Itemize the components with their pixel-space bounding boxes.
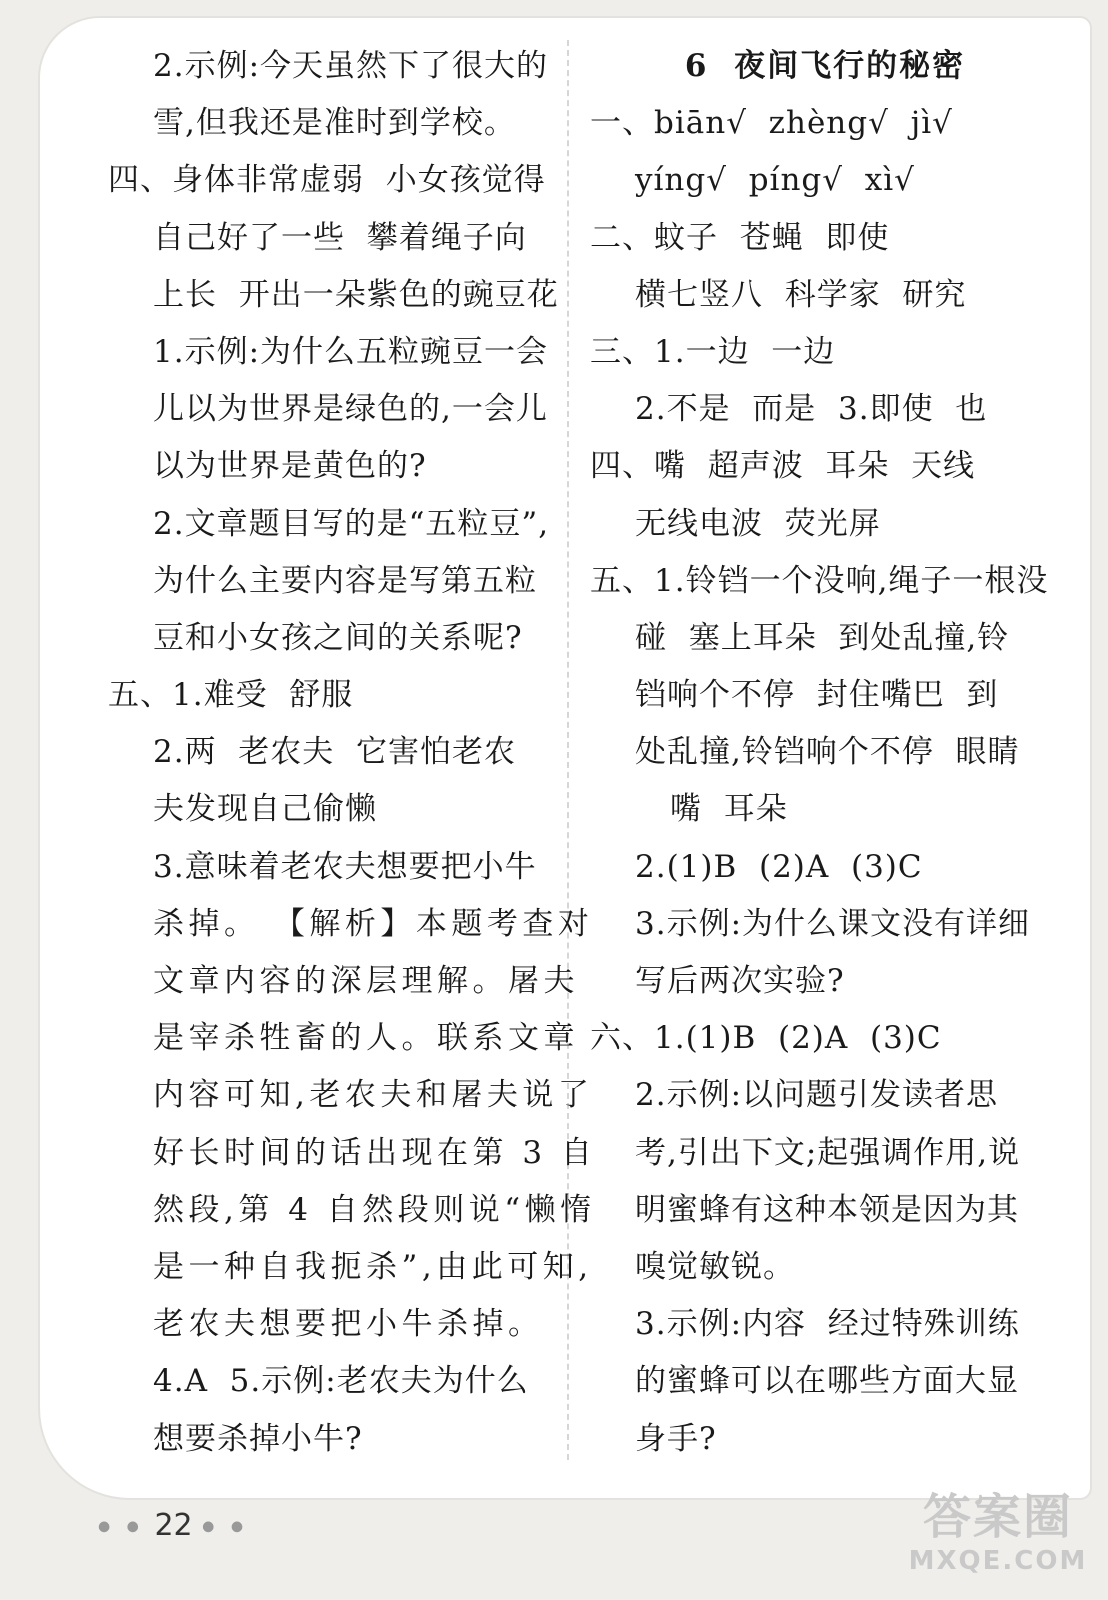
answer-line: 一、biān√ zhèng√ jì√: [590, 105, 953, 142]
page-dots-decoration: ● ●: [98, 1518, 145, 1535]
answer-line: 3.意味着老农夫想要把小牛: [153, 848, 537, 885]
answer-line: 五、1.难受 舒服: [108, 677, 354, 714]
page-dots-decoration-right: ● ●: [202, 1518, 250, 1535]
answer-line: 好长时间的话出现在第 3 自: [153, 1134, 597, 1171]
answer-line: 二、蚊子 苍蝇 即使: [590, 219, 890, 256]
answer-line: 为什么主要内容是写第五粒: [153, 562, 537, 599]
answer-line: 文章内容的深层理解。屠夫: [153, 963, 579, 999]
answer-line: yíng√ píng√ xì√: [635, 162, 915, 199]
answer-line: 碰 塞上耳朵 到处乱撞,铃: [635, 619, 1010, 656]
answer-line: 的蜜蜂可以在哪些方面大显: [635, 1363, 1019, 1400]
answer-line: 杀掉。 【解析】本题考查对: [153, 905, 594, 942]
answer-line: 老农夫想要把小牛杀掉。: [153, 1306, 544, 1343]
watermark: [898, 1488, 1098, 1588]
right-answer-column: [590, 38, 1060, 1468]
answer-line: 身手?: [635, 1420, 717, 1457]
answer-line: 自己好了一些 攀着绳子向: [153, 219, 527, 256]
answer-line: 2.示例:以问题引发读者思: [635, 1077, 999, 1114]
answer-line: 考,引出下文;起强调作用,说: [635, 1134, 1021, 1171]
answer-line: 2.不是 而是 3.即使 也: [635, 391, 988, 428]
answer-line: 三、1.一边 一边: [590, 333, 836, 370]
answer-line: 嘴 耳朵: [670, 791, 788, 828]
answer-line: 处乱撞,铃铛响个不停 眼睛: [635, 734, 1020, 771]
answer-line: 夫发现自己偷懒: [153, 791, 377, 828]
answer-line: 然段,第 4 自然段则说“懒惰: [153, 1191, 596, 1228]
answer-line: 豆和小女孩之间的关系呢?: [153, 619, 523, 656]
answer-line: 内容可知,老农夫和屠夫说了: [153, 1077, 594, 1114]
lesson-title: 6 夜间飞行的秘密: [684, 48, 966, 84]
answer-line: 无线电波 荧光屏: [635, 505, 881, 542]
answer-line: 四、身体非常虚弱 小女孩觉得: [108, 162, 546, 199]
answer-line: 四、嘴 超声波 耳朵 天线: [590, 448, 976, 485]
answer-line: 铛响个不停 封住嘴巴 到: [635, 677, 999, 714]
answer-line: 3.示例:内容 经过特殊训练: [635, 1306, 1020, 1343]
answer-line: 明蜜蜂有这种本领是因为其: [635, 1191, 1019, 1228]
answer-line: 是宰杀牲畜的人。联系文章: [153, 1020, 579, 1057]
answer-line: 2.(1)B (2)A (3)C: [635, 848, 923, 885]
page-number-text: 22: [154, 1508, 193, 1543]
watermark-url: MXQE.COM: [908, 1546, 1088, 1576]
answer-line: 想要杀掉小牛?: [153, 1420, 363, 1457]
watermark-text: 答案圈: [922, 1489, 1073, 1545]
answer-line: 五、1.铃铛一个没响,绳子一根没: [590, 562, 1049, 599]
answer-line: 嗅觉敏锐。: [635, 1248, 795, 1285]
left-answer-column: [108, 38, 597, 1468]
answer-line: 雪,但我还是准时到学校。: [153, 105, 516, 142]
answer-line: 儿以为世界是绿色的,一会儿: [153, 391, 548, 428]
answer-line: 1.示例:为什么五粒豌豆一会: [153, 333, 549, 370]
answer-line: 是一种自我扼杀”,由此可知,: [153, 1248, 593, 1285]
answer-line: 2.两 老农夫 它害怕老农: [153, 734, 516, 771]
answer-line: 以为世界是黄色的?: [153, 448, 427, 485]
answer-line: 六、1.(1)B (2)A (3)C: [590, 1020, 942, 1057]
answer-line: 横七竖八 科学家 研究: [635, 276, 967, 313]
answer-line: 4.A 5.示例:老农夫为什么: [153, 1363, 529, 1400]
answer-line: 3.示例:为什么课文没有详细: [635, 905, 1031, 942]
page-number: [98, 1508, 249, 1543]
answer-line: 上长 开出一朵紫色的豌豆花: [153, 276, 559, 313]
answer-line: 写后两次实验?: [635, 963, 845, 999]
answer-line: 2.文章题目写的是“五粒豆”,: [153, 505, 550, 542]
answer-line: 2.示例:今天虽然下了很大的: [153, 48, 549, 84]
